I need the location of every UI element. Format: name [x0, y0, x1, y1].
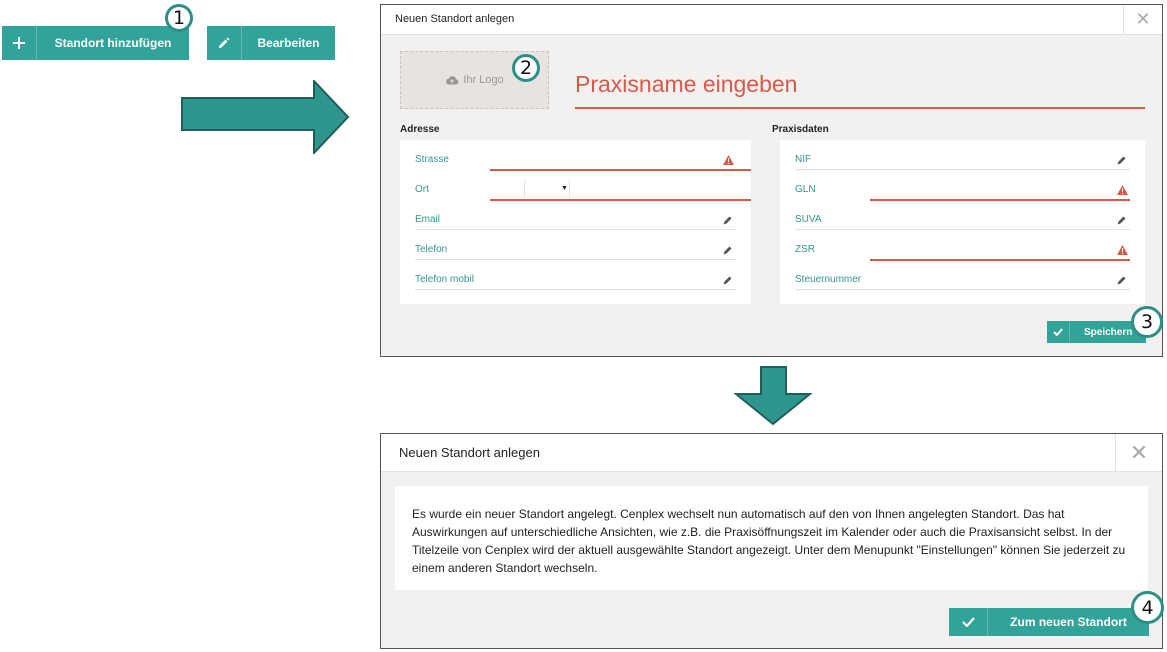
- flow-arrow-down: [734, 366, 812, 426]
- warning-icon: [1116, 244, 1128, 256]
- close-icon[interactable]: ✕: [1123, 5, 1162, 34]
- create-location-dialog: [380, 4, 1163, 357]
- callout-1: 1: [165, 4, 193, 32]
- callout-3: 3: [1131, 306, 1163, 338]
- field-label: Steuernummer: [795, 274, 862, 285]
- address-panel: [400, 140, 751, 304]
- field-label: Email: [415, 214, 441, 225]
- practice-field-suva[interactable]: [780, 200, 1145, 230]
- address-field-street[interactable]: [400, 140, 751, 170]
- add-location-button[interactable]: [2, 26, 189, 60]
- go-to-new-location-label: Zum neuen Standort: [1010, 615, 1127, 629]
- address-field-phone[interactable]: [400, 230, 751, 260]
- practice-panel: [780, 140, 1145, 304]
- pencil-icon: [722, 274, 734, 286]
- edit-button[interactable]: [207, 26, 335, 60]
- dialog-header: [381, 434, 1162, 472]
- logo-placeholder: Ihr Logo: [463, 74, 504, 86]
- practice-name-input[interactable]: Praxisname eingeben: [575, 71, 798, 97]
- practice-name-underline: [575, 107, 1145, 109]
- dialog-header: [381, 5, 1162, 35]
- field-label: GLN: [795, 184, 816, 195]
- pencil-icon: [1116, 154, 1128, 166]
- info-message: Es wurde ein neuer Standort angelegt. Cenplex wechselt nun automatisch auf den von Ihnen angelegten Standort. Das hat Auswirkungen auf unterschiedliche Ansichten, wie z.B. die Praxisöffnungszeit im Kalender oder auch die Praxisansicht selbst. In der Titelzeile von Cenplex wird der aktuell ausgewählte Standort angezeigt. Unter dem Menupunkt "Einstellungen" können Sie jederzeit zu einem anderen Standort wechseln.: [395, 486, 1148, 590]
- close-icon[interactable]: ✕: [1115, 434, 1162, 471]
- field-label: Ort: [415, 184, 429, 195]
- practice-field-gln[interactable]: [780, 170, 1145, 200]
- dialog-title: Neuen Standort anlegen: [395, 13, 515, 25]
- warning-icon: [722, 154, 734, 166]
- checkmark-icon: [949, 608, 988, 636]
- callout-2: 2: [512, 54, 540, 82]
- field-label: SUVA: [795, 214, 822, 225]
- checkmark-icon: [1047, 321, 1070, 343]
- field-label: ZSR: [795, 244, 815, 255]
- practice-section-title: Praxisdaten: [772, 124, 829, 135]
- practice-field-zsr[interactable]: [780, 230, 1145, 260]
- practice-field-nif[interactable]: [780, 140, 1145, 170]
- warning-icon: [1116, 184, 1128, 196]
- location-created-dialog: [380, 433, 1163, 649]
- flow-arrow-right: [180, 80, 352, 154]
- field-label: Telefon mobil: [415, 274, 474, 285]
- pencil-icon: [722, 214, 734, 226]
- field-label: NIF: [795, 154, 812, 165]
- field-label: Strasse: [415, 154, 449, 165]
- go-to-new-location-button[interactable]: [949, 608, 1149, 636]
- address-field-mobile[interactable]: [400, 260, 751, 290]
- plus-icon: [2, 26, 37, 60]
- address-field-city[interactable]: [400, 170, 751, 200]
- callout-4: 4: [1131, 591, 1164, 624]
- save-label: Speichern: [1084, 326, 1133, 338]
- dropdown-caret-icon[interactable]: ▼: [561, 185, 568, 192]
- pencil-icon: [1116, 214, 1128, 226]
- pencil-icon: [1116, 274, 1128, 286]
- pencil-icon: [207, 26, 242, 60]
- cloud-upload-icon: [445, 75, 459, 85]
- practice-field-tax-number[interactable]: [780, 260, 1145, 290]
- field-label: Telefon: [415, 244, 448, 255]
- address-field-email[interactable]: [400, 200, 751, 230]
- pencil-icon: [722, 244, 734, 256]
- add-location-label: Standort hinzufügen: [54, 36, 172, 50]
- dialog-title: Neuen Standort anlegen: [399, 445, 540, 460]
- edit-label: Bearbeiten: [257, 36, 320, 50]
- address-section-title: Adresse: [400, 124, 440, 135]
